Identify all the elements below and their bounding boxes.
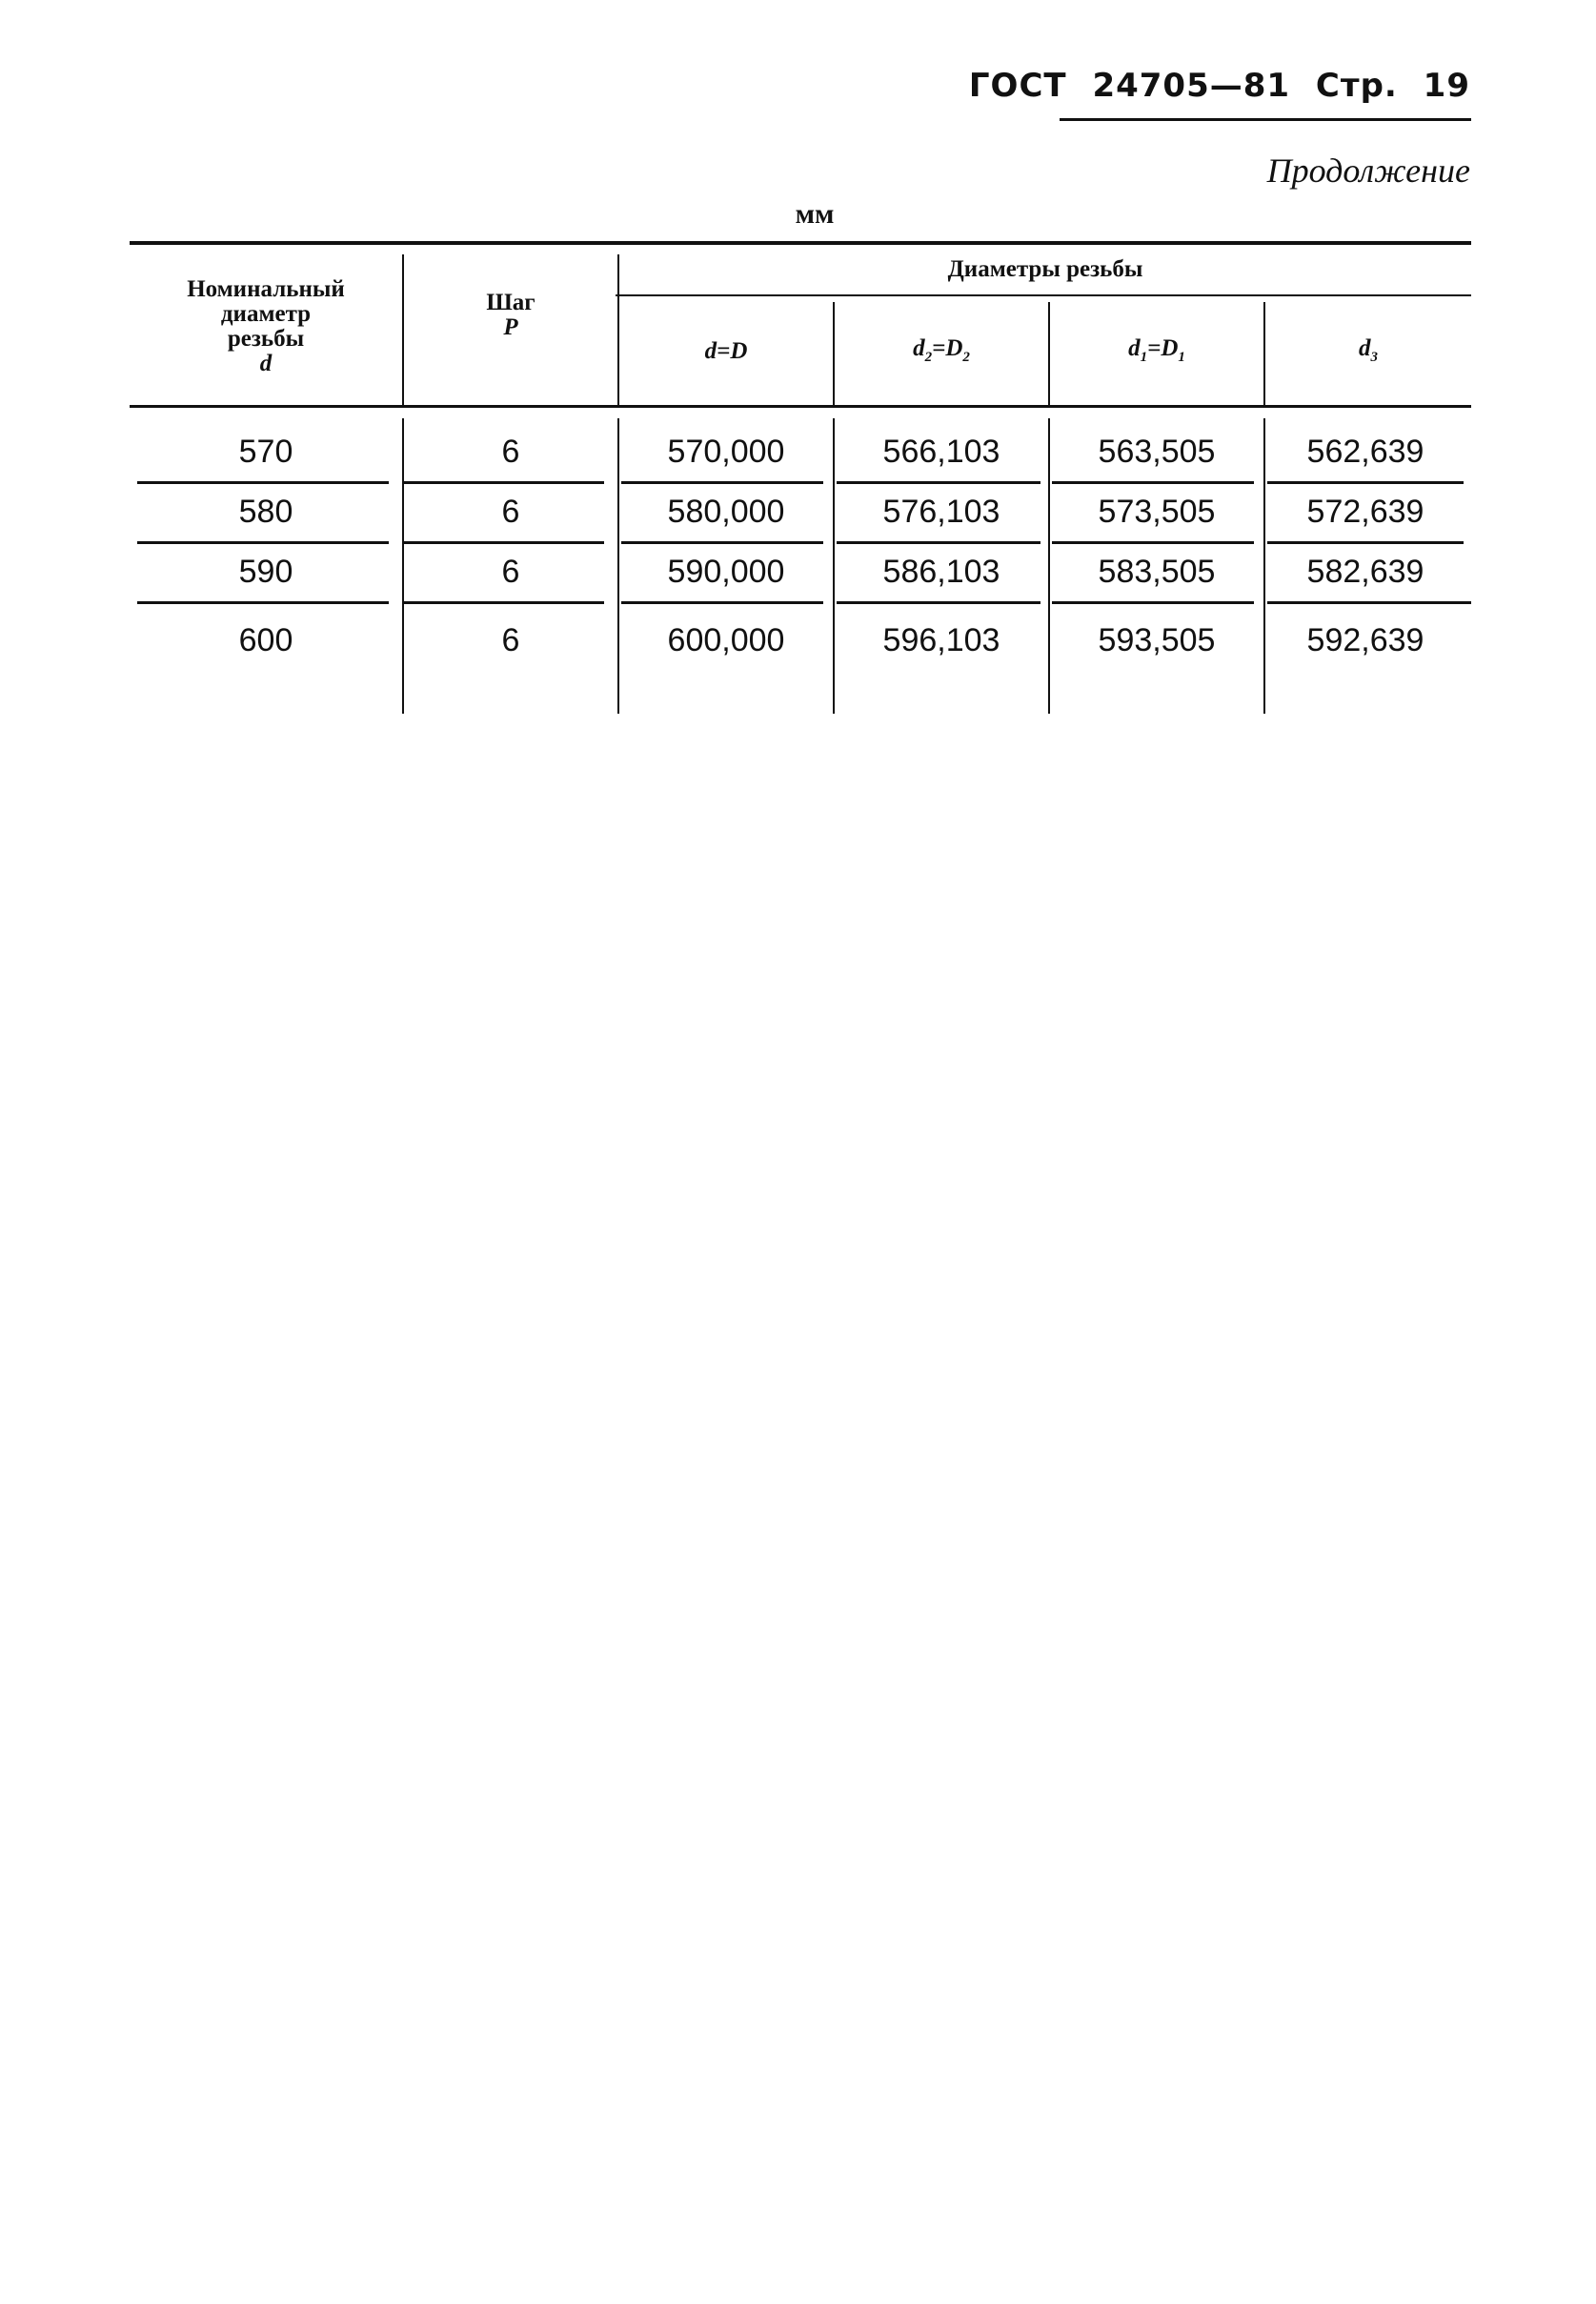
header-root-diameter-label: $d_3$	[1359, 335, 1378, 365]
cell-d2: 596,103	[882, 622, 1000, 658]
header-root-diameter	[1265, 296, 1471, 405]
row-rule	[1267, 601, 1471, 604]
row-rule	[1052, 541, 1254, 544]
header-thread-diameters	[619, 245, 1471, 294]
header-minor-diameter-label: $d_1=D_1$	[1128, 335, 1185, 365]
header-nominal-line: резьбы	[227, 326, 305, 352]
row-rule	[621, 481, 823, 484]
cell-d1: 593,505	[1098, 622, 1216, 658]
header-thread-diameters-label: Диаметры резьбы	[947, 255, 1143, 282]
cell-d1: 563,505	[1098, 434, 1216, 470]
page-number: 19	[1423, 67, 1470, 105]
cell-pitch: 6	[501, 434, 520, 470]
cell-pitch: 6	[501, 494, 520, 530]
header-major-diameter-label: d=D	[704, 337, 748, 364]
row-rule	[137, 481, 389, 484]
row-rule	[1267, 481, 1464, 484]
row-rule	[621, 541, 823, 544]
cell-d3: 592,639	[1306, 622, 1424, 658]
row-rule	[402, 601, 604, 604]
header-nominal-line: диаметр	[220, 300, 312, 327]
cell-d: 570,000	[667, 434, 785, 470]
header-nominal-line: Номинальный	[187, 275, 345, 302]
header-pitch-diameter-label: $d_2=D_2$	[913, 335, 970, 365]
row-rule	[137, 601, 389, 604]
cell-nominal: 570	[238, 434, 293, 470]
cell-d2: 566,103	[882, 434, 1000, 470]
cell-d3: 562,639	[1306, 434, 1424, 470]
cell-d1: 573,505	[1098, 494, 1216, 530]
standard-number: 24705—81	[1092, 67, 1291, 105]
cell-d1: 583,505	[1098, 554, 1216, 590]
unit-label: мм	[795, 198, 835, 230]
row-rule	[402, 541, 604, 544]
header-pitch-diameter	[835, 296, 1048, 405]
cell-nominal: 590	[238, 554, 293, 590]
cell-d3: 572,639	[1306, 494, 1424, 530]
row-rule	[1052, 601, 1254, 604]
cell-d2: 586,103	[882, 554, 1000, 590]
header-nominal-symbol: d	[259, 351, 273, 377]
header-bottom-rule	[130, 405, 1471, 408]
row-rule	[837, 541, 1040, 544]
row-rule	[137, 541, 389, 544]
row-rule	[402, 481, 604, 484]
row-rule	[837, 481, 1040, 484]
header-rule	[1060, 118, 1471, 121]
row-rule	[1052, 481, 1254, 484]
header-nominal-diameter	[130, 251, 402, 403]
header-pitch-label: Шаг	[486, 289, 535, 315]
page-label: Стр.	[1315, 67, 1398, 105]
standard-label: ГОСТ	[968, 67, 1067, 105]
header-pitch	[404, 251, 617, 380]
cell-d: 580,000	[667, 494, 785, 530]
page-header	[969, 67, 1470, 105]
header-major-diameter	[619, 296, 833, 405]
cell-d2: 576,103	[882, 494, 1000, 530]
cell-d: 600,000	[667, 622, 785, 658]
cell-d: 590,000	[667, 554, 785, 590]
cell-pitch: 6	[501, 554, 520, 590]
row-rule	[837, 601, 1040, 604]
row-rule	[621, 601, 823, 604]
cell-nominal: 580	[238, 494, 293, 530]
row-rule	[1267, 541, 1464, 544]
header-minor-diameter	[1050, 296, 1263, 405]
cell-d3: 582,639	[1306, 554, 1424, 590]
header-pitch-symbol: P	[503, 314, 518, 340]
continuation-label: Продолжение	[1266, 152, 1470, 190]
cell-nominal: 600	[238, 622, 293, 658]
thread-table	[130, 241, 1471, 714]
cell-pitch: 6	[501, 622, 520, 658]
